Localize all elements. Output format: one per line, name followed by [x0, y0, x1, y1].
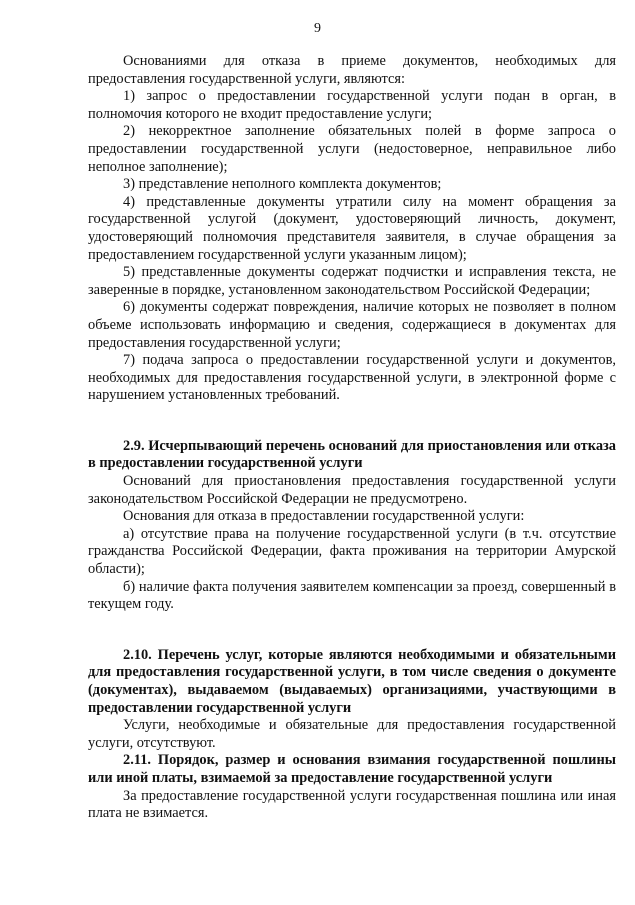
section-2-9-paragraph-1: Оснований для приостановления предоставления государственной услуги законодательством Российской Федерации не предусмотрено. — [88, 473, 616, 507]
refusal-item-7: 7) подача запроса о предоставлении государственной услуги и документов, необходимых для предоставления государственной услуги, в электронной форме с нарушением установленных требований. — [88, 352, 616, 404]
page-number: 9 — [314, 21, 321, 36]
section-2-9-item-a: а) отсутствие права на получение государственной услуги (в т.ч. отсутствие гражданства Российской Федерации, факта проживания на территории Амурской области); — [88, 525, 616, 578]
section-2-10-heading: 2.10. Перечень услуг, которые являются необходимыми и обязательными для предоставления государственной услуги, в том числе сведения о документе (документах), выдаваемом (выдаваемых) организациями, участвующими в предоставлении государственной услуги — [88, 646, 616, 716]
refusal-item-2: 2) некорректное заполнение обязательных полей в форме запроса о предоставлении государственной услуги (недостоверное, неправильное либо неполное заполнение); — [88, 123, 616, 175]
refusal-intro: Основаниями для отказа в приеме документов, необходимых для предоставления государственной услуги, являются: — [88, 53, 616, 87]
refusal-item-4: 4) представленные документы утратили силу на момент обращения за государственной услугой (документ, удостоверяющий личность, документ, удостоверяющий полномочия представителя заявителя, в случае обращения за предоставлением государственной услуги указанным лицом); — [88, 193, 616, 263]
refusal-item-1: 1) запрос о предоставлении государственной услуги подан в орган, в полномочия которого не входит предоставление услуги; — [88, 88, 616, 122]
section-2-9-paragraph-2: Основания для отказа в предоставлении государственной услуги: — [123, 508, 525, 525]
section-2-11-paragraph-1: За предоставление государственной услуги государственная пошлина или иная плата не взимается. — [88, 787, 616, 822]
refusal-item-6: 6) документы содержат повреждения, наличие которых не позволяет в полном объеме использовать информацию и сведения, содержащиеся в документах для предоставления государственной услуги; — [88, 299, 616, 351]
section-2-9-item-b: б) наличие факта получения заявителем компенсации за проезд, совершенный в текущем году. — [88, 578, 616, 613]
page-content — [88, 53, 616, 823]
section-2-10-paragraph-1: Услуги, необходимые и обязательные для предоставления государственной услуги, отсутствуют. — [88, 717, 616, 751]
section-2-11-heading: 2.11. Порядок, размер и основания взимания государственной пошлины или иной платы, взимаемой за предоставление государственной услуги — [88, 752, 616, 786]
refusal-item-3: 3) представление неполного комплекта документов; — [123, 176, 442, 193]
refusal-item-5: 5) представленные документы содержат подчистки и исправления текста, не заверенные в порядке, установленном законодательством Российской Федерации; — [88, 264, 616, 298]
section-2-9-heading: 2.9. Исчерпывающий перечень оснований для приостановления или отказа в предоставлении государственной услуги — [88, 437, 616, 472]
